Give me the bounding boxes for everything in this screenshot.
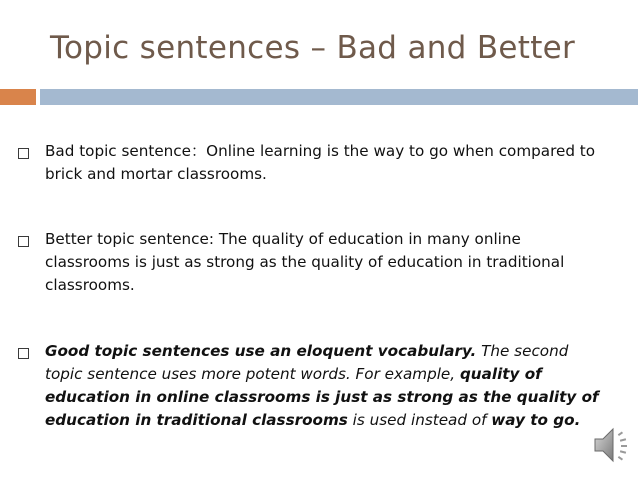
bullet-text-good xyxy=(45,340,605,432)
slide-title: Topic sentences – Bad and Better xyxy=(50,30,576,66)
bullet-square-icon xyxy=(18,348,29,359)
body-text: The second topic sentence uses more potent words. For example, xyxy=(45,342,569,383)
bullet-text-better: Better topic sentence: The quality of education in many online classrooms is just as strong as the quality of education in traditional classrooms. xyxy=(45,230,565,294)
emphasis-text: way to go. xyxy=(491,411,581,429)
emphasis-text: Good topic sentences use an eloquent vocabulary. xyxy=(45,342,477,360)
emphasis-text: quality of education in online classrooms is just as strong as the quality of education in traditional classrooms xyxy=(45,365,599,429)
bullet-text-bad: Bad topic sentence：Online learning is the way to go when compared to brick and mortar classrooms. xyxy=(45,142,596,183)
speaker-icon[interactable] xyxy=(592,424,632,466)
body-text: is used instead of xyxy=(347,411,492,429)
bullet-square-icon xyxy=(18,236,29,247)
bullet-square-icon xyxy=(18,148,29,159)
accent-bar-blue xyxy=(40,89,638,105)
accent-bar-orange xyxy=(0,89,36,105)
